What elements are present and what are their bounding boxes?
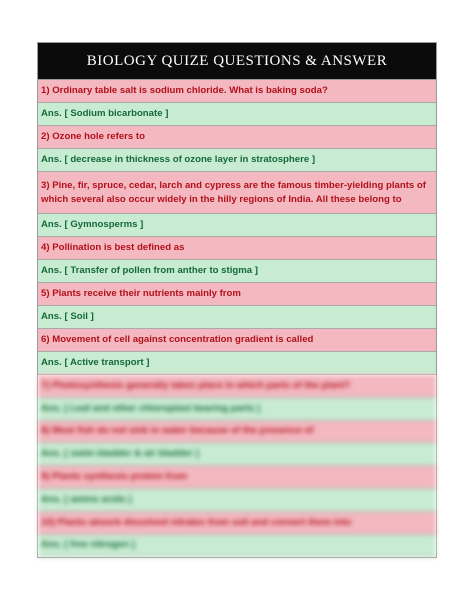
question-text: 3) Pine, fir, spruce, cedar, larch and cypress are the famous timber-yielding plants of which several also occur widely in the hilly regions of India. All these belong to bbox=[41, 179, 426, 205]
answer-row-1 bbox=[38, 103, 436, 126]
question-text: 8) Most fish do not sink in water because of the presence of bbox=[41, 425, 314, 437]
question-text: 4) Pollination is best defined as bbox=[41, 242, 185, 253]
answer-row-3 bbox=[38, 214, 436, 237]
question-row-5 bbox=[38, 283, 436, 306]
question-row-7 bbox=[38, 375, 436, 398]
answer-row-9 bbox=[38, 489, 436, 512]
question-text: 5) Plants receive their nutrients mainly from bbox=[41, 288, 241, 299]
question-text: 10) Plants absorb dissolved nitrates from soil and convert them into bbox=[41, 516, 352, 528]
question-row-10 bbox=[38, 512, 436, 535]
question-row-2 bbox=[38, 126, 436, 149]
question-row-4 bbox=[38, 237, 436, 260]
answer-text: Ans. [ Active transport ] bbox=[41, 357, 150, 368]
answer-row-4 bbox=[38, 260, 436, 283]
question-row-3 bbox=[38, 172, 436, 214]
answer-text: Ans. [ amino acids ] bbox=[41, 493, 132, 505]
question-text: 2) Ozone hole refers to bbox=[41, 131, 145, 142]
question-text: 1) Ordinary table salt is sodium chloride. What is baking soda? bbox=[41, 85, 328, 96]
answer-row-5 bbox=[38, 306, 436, 329]
question-text: 7) Photosynthesis generally takes place in which parts of the plant? bbox=[41, 379, 351, 391]
question-row-6 bbox=[38, 329, 436, 352]
question-row-8 bbox=[38, 421, 436, 444]
page-title: BIOLOGY QUIZE QUESTIONS & ANSWER bbox=[38, 43, 436, 80]
answer-text: Ans. [ Soil ] bbox=[41, 311, 94, 322]
question-text: 9) Plants synthesis protein from bbox=[41, 471, 188, 483]
answer-row-2 bbox=[38, 149, 436, 172]
blurred-preview-section bbox=[38, 375, 436, 557]
answer-row-7 bbox=[38, 398, 436, 421]
answer-row-8 bbox=[38, 443, 436, 466]
answer-text: Ans. [ Sodium bicarbonate ] bbox=[41, 108, 169, 119]
answer-text: Ans. [ Gymnosperms ] bbox=[41, 219, 144, 230]
answer-text: Ans. [ decrease in thickness of ozone layer in stratosphere ] bbox=[41, 154, 316, 165]
question-text: 6) Movement of cell against concentration gradient is called bbox=[41, 334, 314, 345]
quiz-table bbox=[37, 42, 437, 558]
answer-text: Ans. [ Leaf and other chloroplast bearing parts ] bbox=[41, 402, 261, 414]
answer-row-6 bbox=[38, 352, 436, 375]
answer-text: Ans. [ free nitrogen ] bbox=[41, 539, 135, 551]
question-row-9 bbox=[38, 466, 436, 489]
answer-text: Ans. [ swim bladder & air bladder ] bbox=[41, 448, 199, 460]
question-row-1 bbox=[38, 80, 436, 103]
answer-row-10 bbox=[38, 535, 436, 558]
answer-text: Ans. [ Transfer of pollen from anther to stigma ] bbox=[41, 265, 258, 276]
